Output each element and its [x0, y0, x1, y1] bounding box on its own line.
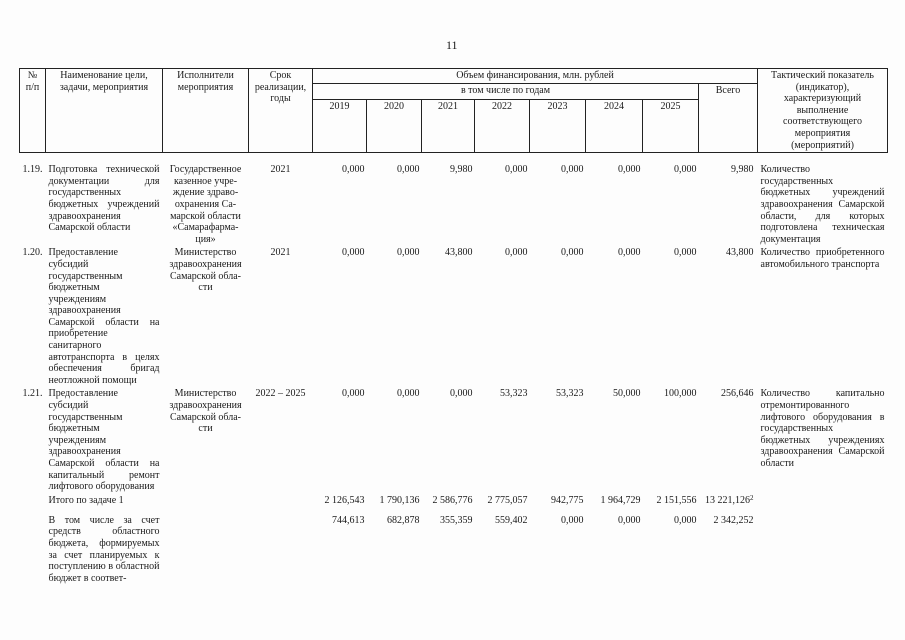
total-label: Итого по задаче 1 — [48, 494, 124, 506]
row-value: 0,000 — [674, 164, 697, 176]
row-value: 0,000 — [674, 247, 697, 259]
total-value: 1 790,136 — [379, 494, 420, 506]
row-name: Предоставление субсидий государственным бюджетным учреждениям здравоохранения Самарской области на приобретение санитарного автотранспорта в целях обеспечения бригад неотложной помощи — [48, 247, 160, 386]
total-value: 1 964,729 — [600, 494, 641, 506]
row-name: Предоставление субсидий государственным бюджетным учреждениям здравоохранения Самарской области на капитальный ремонт лифтового оборудования — [48, 388, 160, 493]
header-year: 2020 — [367, 100, 422, 153]
row-value: 0,000 — [505, 164, 528, 176]
header-financing: Объем финансирования, млн. рублей — [313, 69, 758, 84]
table-row — [20, 246, 888, 387]
row-num: 1.19. — [22, 164, 43, 176]
total-grand — [699, 494, 758, 514]
header-year: 2023 — [530, 100, 586, 153]
row-value: 0,000 — [342, 164, 365, 176]
row-value: 0,000 — [397, 164, 420, 176]
header-year: 2019 — [313, 100, 367, 153]
header-indicator: Тактический показатель (индикатор), характеризующий выполнение соответствующего мероприятия (мероприятий) — [758, 69, 888, 153]
subtotal-value: 0,000 — [674, 514, 697, 526]
row-value: 43,800 — [445, 247, 473, 259]
header-num: № п/п — [20, 69, 46, 153]
header-year: 2021 — [422, 100, 475, 153]
row-value: 0,000 — [450, 388, 473, 400]
header-total: Всего — [699, 83, 758, 153]
header-bottom-rule — [20, 153, 888, 164]
subtotal-value: 0,000 — [561, 514, 584, 526]
subtotal-value: 682,878 — [387, 514, 420, 526]
subtotal-value: 0,000 — [618, 514, 641, 526]
table-row — [20, 163, 888, 246]
subtotal-total: 2 342,252 — [713, 514, 754, 526]
row-value: 53,323 — [500, 388, 528, 400]
row-value: 9,980 — [450, 164, 473, 176]
total-row — [20, 494, 888, 514]
row-value: 0,000 — [397, 247, 420, 259]
row-name: Подготовка технической документации для государственных бюджетных учреждений здравоохранения Самарской области — [48, 164, 160, 234]
row-indicator: Количество государственных бюджетных учреждений здравоохранения Самарской области, для которых подготовлена техническая документация — [760, 164, 885, 245]
header-year: 2024 — [586, 100, 643, 153]
subtotal-value: 559,402 — [495, 514, 528, 526]
total-value: 2 586,776 — [432, 494, 473, 506]
row-value: 0,000 — [618, 247, 641, 259]
row-value: 50,000 — [613, 388, 641, 400]
row-value: 0,000 — [618, 164, 641, 176]
row-value: 100,000 — [664, 388, 697, 400]
row-executor: Министерство здравоохранения Самарской обла- сти — [169, 388, 242, 435]
row-executor: Министерство здравоохранения Самарской обла- сти — [169, 247, 242, 294]
total-value: 2 126,543 — [324, 494, 365, 506]
row-executor: Государственное казенное учре- ждение здраво- охранения Са- марской области «Самарафарма- ция» — [169, 164, 242, 245]
row-num: 1.20. — [22, 247, 43, 259]
row-value: 53,323 — [556, 388, 584, 400]
header-executor: Исполнители мероприятия — [163, 69, 249, 153]
row-value: 0,000 — [505, 247, 528, 259]
header-term: Срок реализации, годы — [249, 69, 313, 153]
row-value: 0,000 — [561, 164, 584, 176]
row-value: 0,000 — [342, 247, 365, 259]
total-value: 2 775,057 — [487, 494, 528, 506]
header-year: 2022 — [475, 100, 530, 153]
row-indicator: Количество приобретенного автомобильного транспорта — [760, 247, 885, 270]
row-num: 1.21. — [22, 388, 43, 400]
row-value: 0,000 — [561, 247, 584, 259]
row-term: 2021 — [270, 164, 291, 176]
table-row — [20, 387, 888, 493]
row-total: 9,980 — [731, 164, 754, 176]
row-total: 256,646 — [721, 388, 754, 400]
subtotal-row — [20, 514, 888, 586]
page-number: 11 — [446, 38, 458, 52]
subtotal-value: 355,359 — [440, 514, 473, 526]
total-grand-value: 13 221,126 — [705, 494, 750, 506]
financing-table — [19, 68, 888, 586]
row-total: 43,800 — [726, 247, 754, 259]
row-term: 2021 — [270, 247, 291, 259]
header-year: 2025 — [643, 100, 699, 153]
row-term: 2022 – 2025 — [255, 388, 306, 400]
subtotal-label: В том числе за счет средств областного бюджета, формируемых за счет планируемых к поступлению в областной бюджет в соответ- — [48, 514, 160, 584]
total-footnote: 2 — [750, 493, 754, 502]
header-name: Наименование цели, задачи, мероприятия — [46, 69, 163, 153]
row-value: 0,000 — [342, 388, 365, 400]
subtotal-value: 744,613 — [332, 514, 365, 526]
total-value: 942,775 — [551, 494, 584, 506]
header-by-years: в том числе по годам — [313, 83, 699, 100]
row-indicator: Количество капитально отремонтированного лифтового оборудования в государственных бюджетных учреждениях здравоохранения Самарской области — [760, 388, 885, 469]
total-value: 2 151,556 — [656, 494, 697, 506]
row-value: 0,000 — [397, 388, 420, 400]
